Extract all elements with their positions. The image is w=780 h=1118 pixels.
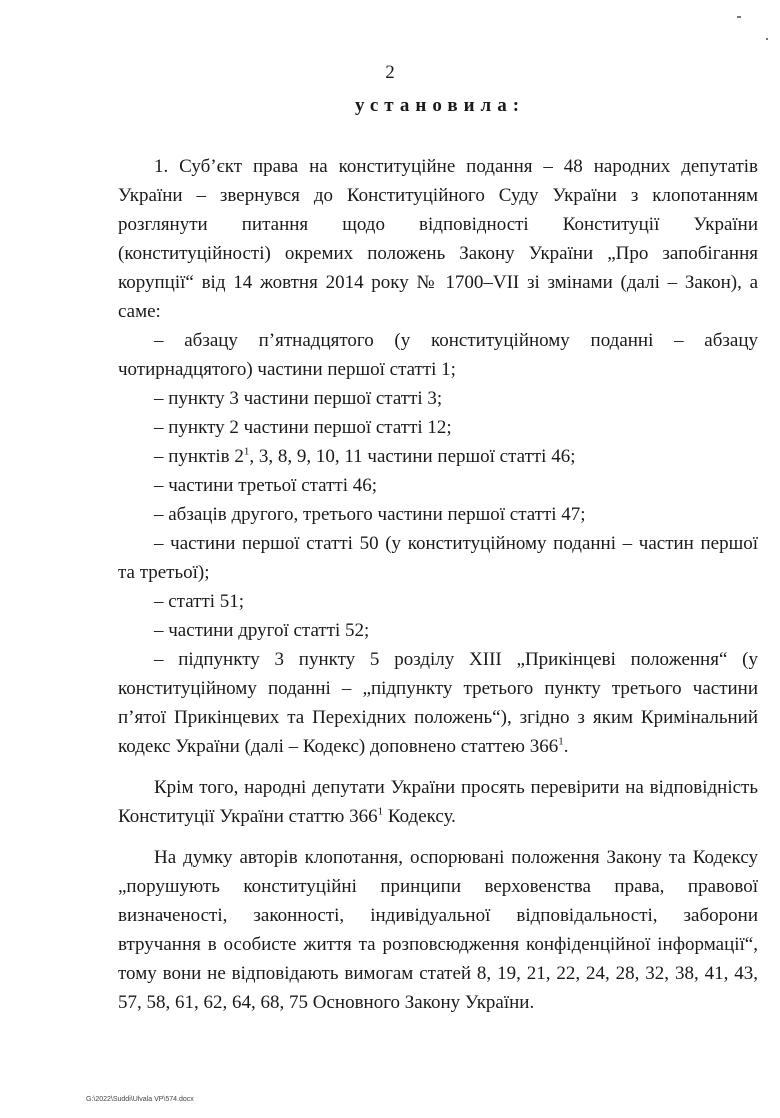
- scan-speck: [737, 16, 741, 18]
- list-item: [118, 442, 758, 471]
- paragraph-text: Кодексу.: [383, 806, 456, 827]
- superscript: 1: [243, 445, 250, 458]
- list-item: – абзацу п’ятнадцятого (у конституційному поданні – абзацу чотирнадцятого) частини першої статті 1;: [118, 330, 758, 380]
- superscript: 1: [558, 735, 564, 748]
- list-item: – абзаців другого, третього частини першої статті 47;: [154, 504, 586, 525]
- scan-speck: [766, 38, 768, 40]
- list-item: – частини другої статті 52;: [154, 620, 370, 641]
- paragraph-3: На думку авторів клопотання, оспорювані положення Закону та Кодексу „порушують конституційні принципи верховенства права, правової визначеності, законності, індивідуальної відповідальності, заборони втручання в особисте життя та розповсюдження конфіденційної інформації“, тому вони не відповідають вимогам статей 8, 19, 21, 22, 24, 28, 32, 38, 41, 43, 57, 58, 61, 62, 64, 68, 75 Основного Закону України.: [118, 847, 758, 1013]
- paragraph-2: [118, 773, 758, 831]
- list-item-text: , 3, 8, 9, 10, 11 частини першої статті 46;: [249, 446, 576, 467]
- paragraph-1: 1. Суб’єкт права на конституційне подання – 48 народних депутатів України – звернувся до Конституційного Суду України з клопотанням розглянути питання щодо відповідності Конституції України (конституційності) окремих положень Закону України „Про запобігання корупції“ від 14 жовтня 2014 року № 1700–VII зі змінами (далі – Закон), а саме:: [118, 156, 758, 322]
- file-path-footer: G:\2022\Suddi\Ulvala VP\574.docx: [86, 1096, 194, 1103]
- list-item: – пункту 3 частини першої статті 3;: [154, 388, 443, 409]
- document-body: [118, 152, 758, 1017]
- list-item-text: .: [563, 736, 569, 757]
- list-item: – частини третьої статті 46;: [154, 475, 378, 496]
- page-number: 2: [385, 62, 395, 83]
- list-item: [118, 645, 758, 761]
- list-item: – пункту 2 частини першої статті 12;: [154, 417, 452, 438]
- section-heading: установила:: [354, 95, 526, 116]
- list-item: – статті 51;: [154, 591, 245, 612]
- paragraph-text: Крім того, народні депутати України просять перевірити на відповідність Конституції України статтю 366: [118, 777, 758, 827]
- list-item-text: – пунктів 2: [154, 446, 244, 467]
- superscript: 1: [377, 805, 384, 818]
- list-item: – частини першої статті 50 (у конституційному поданні – частин першої та третьої);: [118, 533, 758, 583]
- list-item-text: – підпункту 3 пункту 5 розділу XIII „Прикінцеві положення“ (у конституційному поданні – „підпункту третього пункту третього частини п’ятої Прикінцевих та Перехідних положень“), згідно з яким Кримінальний кодекс України (далі – Кодекс) доповнено статтею 366: [118, 649, 758, 757]
